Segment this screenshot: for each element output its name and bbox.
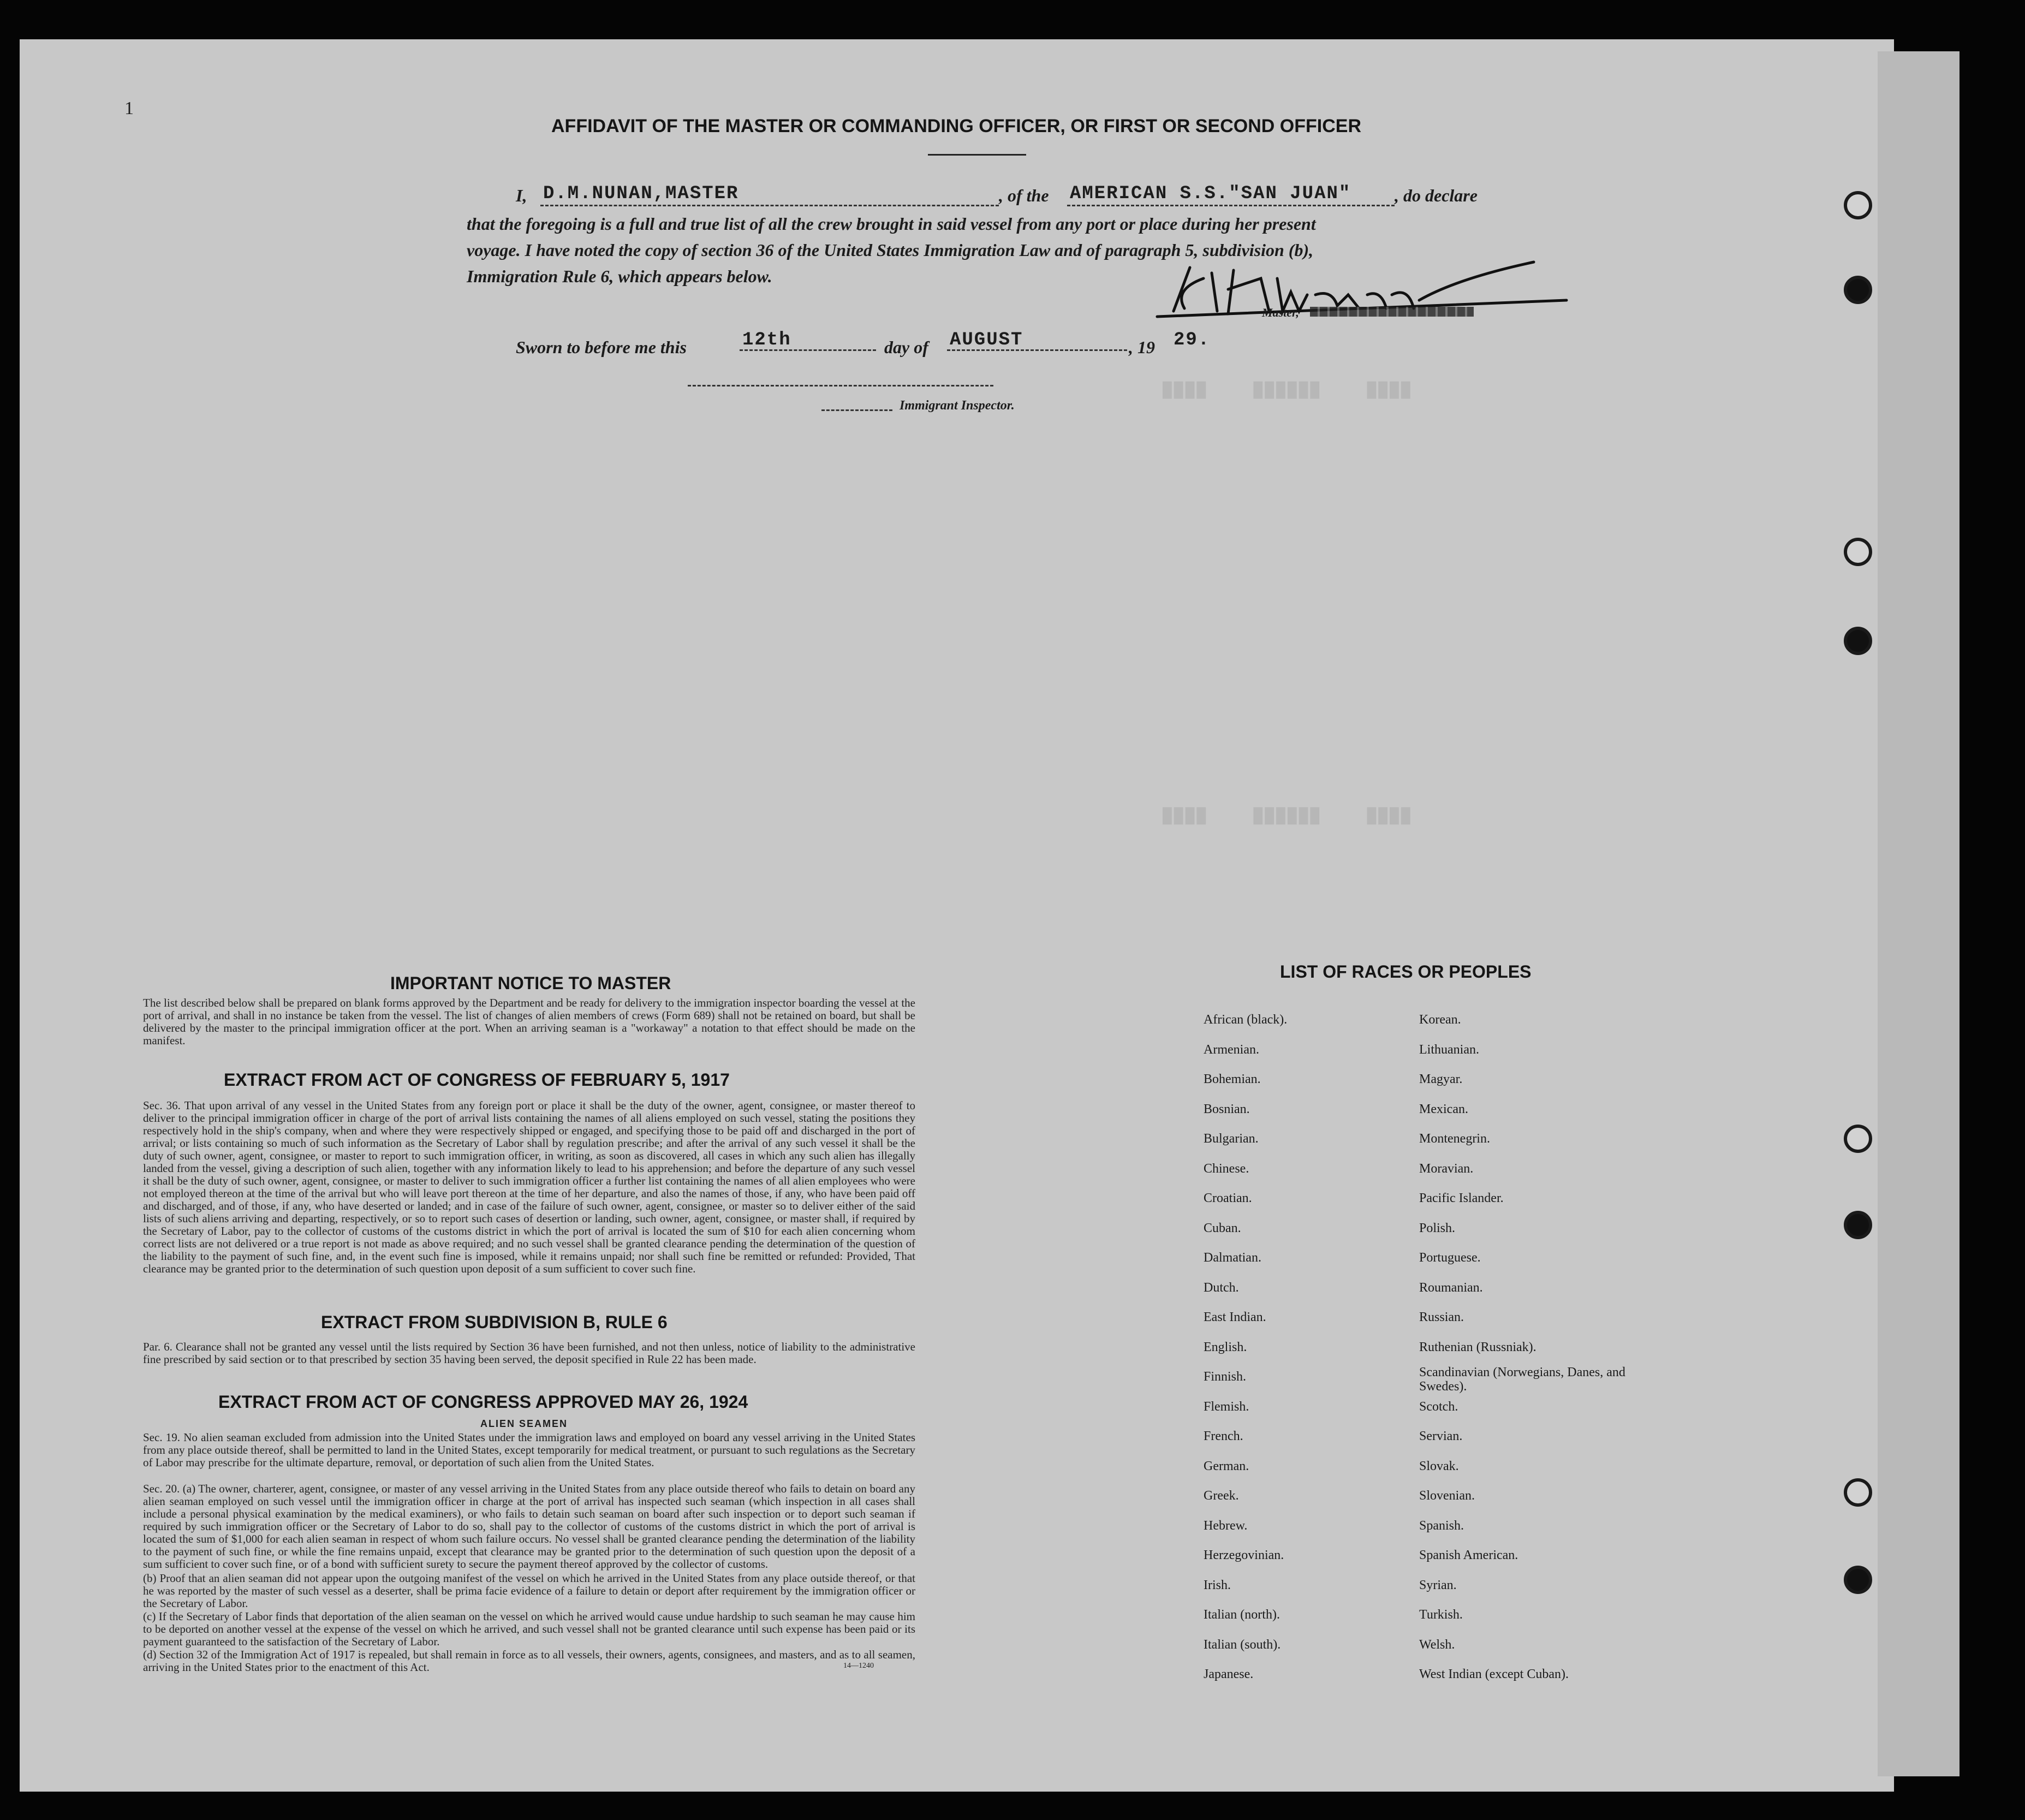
race-item: Turkish. xyxy=(1419,1608,1463,1622)
affidavit-line-4: Immigration Rule 6, which appears below. xyxy=(467,266,772,286)
race-item: Bohemian. xyxy=(1204,1072,1261,1086)
race-item: Dalmatian. xyxy=(1204,1251,1261,1265)
race-item: Bulgarian. xyxy=(1204,1132,1259,1146)
race-item: Slovak. xyxy=(1419,1459,1459,1473)
race-item: Servian. xyxy=(1419,1429,1463,1443)
extract-1924-sec19: Sec. 19. No alien seaman excluded from admission into the United States under the immigration laws and employed on board any vessel arriving in the United States from any place outside thereof, shall be permitted to land in the United States, except temporarily for medical treatment, or pursuant to such regulations as the Secretary of Labor may prescribe for the ultimate departure, removal, or deportation of such alien from the United States. xyxy=(143,1431,915,1469)
race-item: Spanish. xyxy=(1419,1518,1464,1533)
race-item: Flemish. xyxy=(1204,1399,1249,1414)
race-item: Pacific Islander. xyxy=(1419,1191,1504,1205)
race-item: Slovenian. xyxy=(1419,1489,1475,1503)
notice-title: IMPORTANT NOTICE TO MASTER xyxy=(390,973,671,993)
vessel-name: AMERICAN S.S."SAN JUAN" xyxy=(1070,183,1351,204)
race-item: Hebrew. xyxy=(1204,1518,1248,1533)
extract-1924-sec20a: Sec. 20. (a) The owner, charterer, agent, consignee, or master of any vessel arriving in the United States from any place outside thereof who fails to detain on board any alien seaman employed on such vessel until the immigration officer in charge at the port of arrival has inspected such seaman (which inspection in all cases shall include a personal physical examination by the medical examiners), or who fails to detain such seaman on board after such inspection or to deport such seaman if required by such immigration officer or the Secretary of Labor to do so, shall pay to the collector of customs of the customs district in which the port of arrival is located the sum of $1,000 for each alien seaman in respect of whom such failure occurs. No vessel shall be granted clearance pending the determination of the liability to the payment of such fine, or while the fine remains unpaid, except that clearance may be granted prior to the determination of such question upon the deposit of a sum sufficient to cover such fine, or of a bond with sufficient surety to secure the payment thereof approved by the collector of customs. xyxy=(143,1482,915,1571)
struck-out-text xyxy=(1310,307,1474,317)
race-item: Ruthenian (Russniak). xyxy=(1419,1340,1536,1354)
master-label: Master, xyxy=(1262,306,1299,319)
bleed-through-text: ████ ██████ ████ xyxy=(1163,382,1413,399)
race-item: Korean. xyxy=(1419,1013,1461,1027)
vessel-line xyxy=(1067,205,1395,206)
race-item: French. xyxy=(1204,1429,1243,1443)
race-item: Roumanian. xyxy=(1419,1280,1483,1295)
race-item: Scotch. xyxy=(1419,1399,1458,1414)
binder-hole-icon xyxy=(1844,191,1872,219)
race-item: Spanish American. xyxy=(1419,1548,1518,1562)
binder-hole-icon xyxy=(1844,1211,1872,1239)
race-item: Italian (north). xyxy=(1204,1608,1280,1622)
binder-hole-icon xyxy=(1844,1566,1872,1594)
races-title: LIST OF RACES OR PEOPLES xyxy=(1280,962,1532,982)
race-item: Moravian. xyxy=(1419,1161,1474,1176)
affidavit-title: AFFIDAVIT OF THE MASTER OR COMMANDING OFFICER, OR FIRST OR SECOND OFFICER xyxy=(551,116,1361,136)
race-item: Japanese. xyxy=(1204,1667,1254,1681)
sworn-month: AUGUST xyxy=(950,330,1023,350)
of-the-label: , of the xyxy=(999,186,1049,205)
affidavit-line-3: voyage. I have noted the copy of section 36 of the United States Immigration Law and of paragraph 5, subdivision (b), xyxy=(467,240,1314,260)
bleed-through-text: ████ ██████ ████ xyxy=(1163,808,1413,825)
race-item: Montenegrin. xyxy=(1419,1132,1490,1146)
master-signature xyxy=(1152,257,1599,328)
declarant-line xyxy=(540,205,999,206)
race-item: Welsh. xyxy=(1419,1637,1455,1652)
race-item: Herzegovinian. xyxy=(1204,1548,1284,1562)
rule6-body: Par. 6. Clearance shall not be granted any vessel until the lists required by Section 36 have been furnished, and not then unless, notice of liability to the administrative fine prescribed by said section or to that prescribed by section 35 having been served, the deposit specified in Rule 22 has been made. xyxy=(143,1340,915,1366)
sworn-month-line xyxy=(947,349,1127,351)
binder-hole-icon xyxy=(1844,538,1872,566)
extract-1924-title: EXTRACT FROM ACT OF CONGRESS APPROVED MAY 26, 1924 xyxy=(218,1392,748,1412)
form-code: 14—1240 xyxy=(843,1662,874,1670)
inspector-line-short xyxy=(821,409,892,411)
sworn-year: 29. xyxy=(1174,330,1211,350)
race-item: Scandinavian (Norwegians, Danes, and Swedes). xyxy=(1419,1365,1625,1394)
race-item: Chinese. xyxy=(1204,1161,1249,1176)
extract-1924-sec20b: (b) Proof that an alien seaman did not appear upon the outgoing manifest of the vessel on which he arrived in the United States from any place outside thereof, or that he was reported by the master of such vessel as a deserter, shall be prima facie evidence of a failure to detain or deport after requirement by the immigration officer or the Secretary of Labor. xyxy=(143,1572,915,1610)
do-declare-label: , do declare xyxy=(1395,186,1478,205)
underlying-page-edge xyxy=(1878,51,1960,1776)
year-prefix: , 19 xyxy=(1129,337,1155,357)
i-label: I, xyxy=(516,186,527,205)
race-item: Polish. xyxy=(1419,1221,1456,1235)
race-item: Magyar. xyxy=(1419,1072,1463,1086)
inspector-label: Immigrant Inspector. xyxy=(900,399,1015,413)
sworn-label: Sworn to before me this xyxy=(516,337,687,357)
race-item: Dutch. xyxy=(1204,1280,1239,1295)
race-item: English. xyxy=(1204,1340,1247,1354)
race-item: East Indian. xyxy=(1204,1310,1266,1324)
extract-1924-sec20c: (c) If the Secretary of Labor finds that deportation of the alien seaman on the vessel on which he arrived would cause undue hardship to such seaman he may cause him to be deported on another vessel at the expense of the vessel on which he arrived, and such vessel shall not be granted clearance until such expense has been paid or its payment guaranteed to the satisfaction of the Secretary of Labor. xyxy=(143,1610,915,1648)
page-number: 1 xyxy=(124,98,134,118)
alien-seamen-subtitle: ALIEN SEAMEN xyxy=(480,1418,568,1429)
race-item: Syrian. xyxy=(1419,1578,1457,1592)
notice-body: The list described below shall be prepared on blank forms approved by the Department and be ready for delivery to the immigration inspector boarding the vessel at the port of arrival, and shall in no instance be taken from the vessel. The list of changes of alien members of crews (Form 689) shall not be retained on board, but shall be delivered by the master to the principal immigration officer at the port. When an arriving seaman is a "workaway" a notation to that effect should be made on the manifest. xyxy=(143,996,915,1047)
race-item: Mexican. xyxy=(1419,1102,1468,1116)
race-item: Irish. xyxy=(1204,1578,1231,1592)
race-item: German. xyxy=(1204,1459,1249,1473)
race-item: Lithuanian. xyxy=(1419,1042,1479,1057)
race-item: Russian. xyxy=(1419,1310,1464,1324)
affidavit-line-2: that the foregoing is a full and true list of all the crew brought in said vessel from any port or place during her present xyxy=(467,214,1316,234)
binder-hole-icon xyxy=(1844,1478,1872,1507)
extract-1924-sec20d: (d) Section 32 of the Immigration Act of 1917 is repealed, but shall remain in force as to all vessels, their owners, agents, consignees, and masters, and as to all seamen, arriving in the United States prior to the enactment of this Act. xyxy=(143,1648,915,1674)
binder-hole-icon xyxy=(1844,627,1872,655)
race-item: African (black). xyxy=(1204,1013,1288,1027)
race-item: Bosnian. xyxy=(1204,1102,1250,1116)
race-item: Greek. xyxy=(1204,1489,1239,1503)
declarant-name: D.M.NUNAN,MASTER xyxy=(543,183,739,204)
sworn-day: 12th xyxy=(742,330,791,350)
extract-1917-body: Sec. 36. That upon arrival of any vessel in the United States from any foreign port or place it shall be the duty of the owner, agent, consignee, or master thereof to deliver to the principal immigration officer in charge of the port of arrival lists containing the names of all aliens employed on such vessel, stating the positions they respectively hold in the ship's company, when and where they were respectively shipped or engaged, and specifying those to be paid off and discharged in the port of arrival; or lists containing so much of such information as the Secretary of Labor shall by regulation prescribe; and after the arrival of any such vessel it shall be the duty of such owner, agent, consignee, or master to report to such immigration officer, in writing, as soon as discovered, all cases in which any such alien has illegally landed from the vessel, giving a description of such alien, together with any information likely to lead to his apprehension; and before the departure of any such vessel it shall be the duty of such owner, agent, consignee, or master to deliver to such immigration officer a further list containing the names of all alien employees who were not employed thereon at the time of the arrival but who will leave port thereon at the time of her departure, and also the names of those, if any, who have been paid off and discharged, and of those, if any, who have deserted or landed; and in case of the failure of such owner, agent, consignee, or master so to deliver either of the said lists of such aliens arriving and departing, respectively, or so to report such cases of desertion or landing, such owner, agent, consignee, or master shall, if required by the Secretary of Labor, pay to the collector of customs of the customs district in which the port of arrival is located the sum of $10 for each alien concerning whom correct lists are not delivered or a true report is not made as above required; and no such vessel shall be granted clearance pending the determination of the question of the liability to the payment of such fine, and, in the event such fine is imposed, while it remains unpaid; nor shall such fine be remitted or refunded: Provided, That clearance may be granted prior to the determination of such question upon deposit of a sum sufficient to cover such fine. xyxy=(143,1099,915,1275)
day-of-label: day of xyxy=(884,337,928,357)
rule6-title: EXTRACT FROM SUBDIVISION B, RULE 6 xyxy=(321,1312,668,1332)
race-item: Croatian. xyxy=(1204,1191,1252,1205)
title-underline xyxy=(928,154,1026,156)
race-item: Portuguese. xyxy=(1419,1251,1481,1265)
race-item: West Indian (except Cuban). xyxy=(1419,1667,1569,1681)
race-item: Finnish. xyxy=(1204,1370,1247,1384)
sworn-day-line xyxy=(740,349,876,351)
race-item: Italian (south). xyxy=(1204,1637,1281,1652)
inspector-signature-line xyxy=(688,385,993,386)
race-item: Cuban. xyxy=(1204,1221,1241,1235)
binder-hole-icon xyxy=(1844,1125,1872,1153)
binder-hole-icon xyxy=(1844,276,1872,304)
extract-1917-title: EXTRACT FROM ACT OF CONGRESS OF FEBRUARY 5, 1917 xyxy=(224,1070,730,1090)
race-item: Armenian. xyxy=(1204,1042,1259,1057)
